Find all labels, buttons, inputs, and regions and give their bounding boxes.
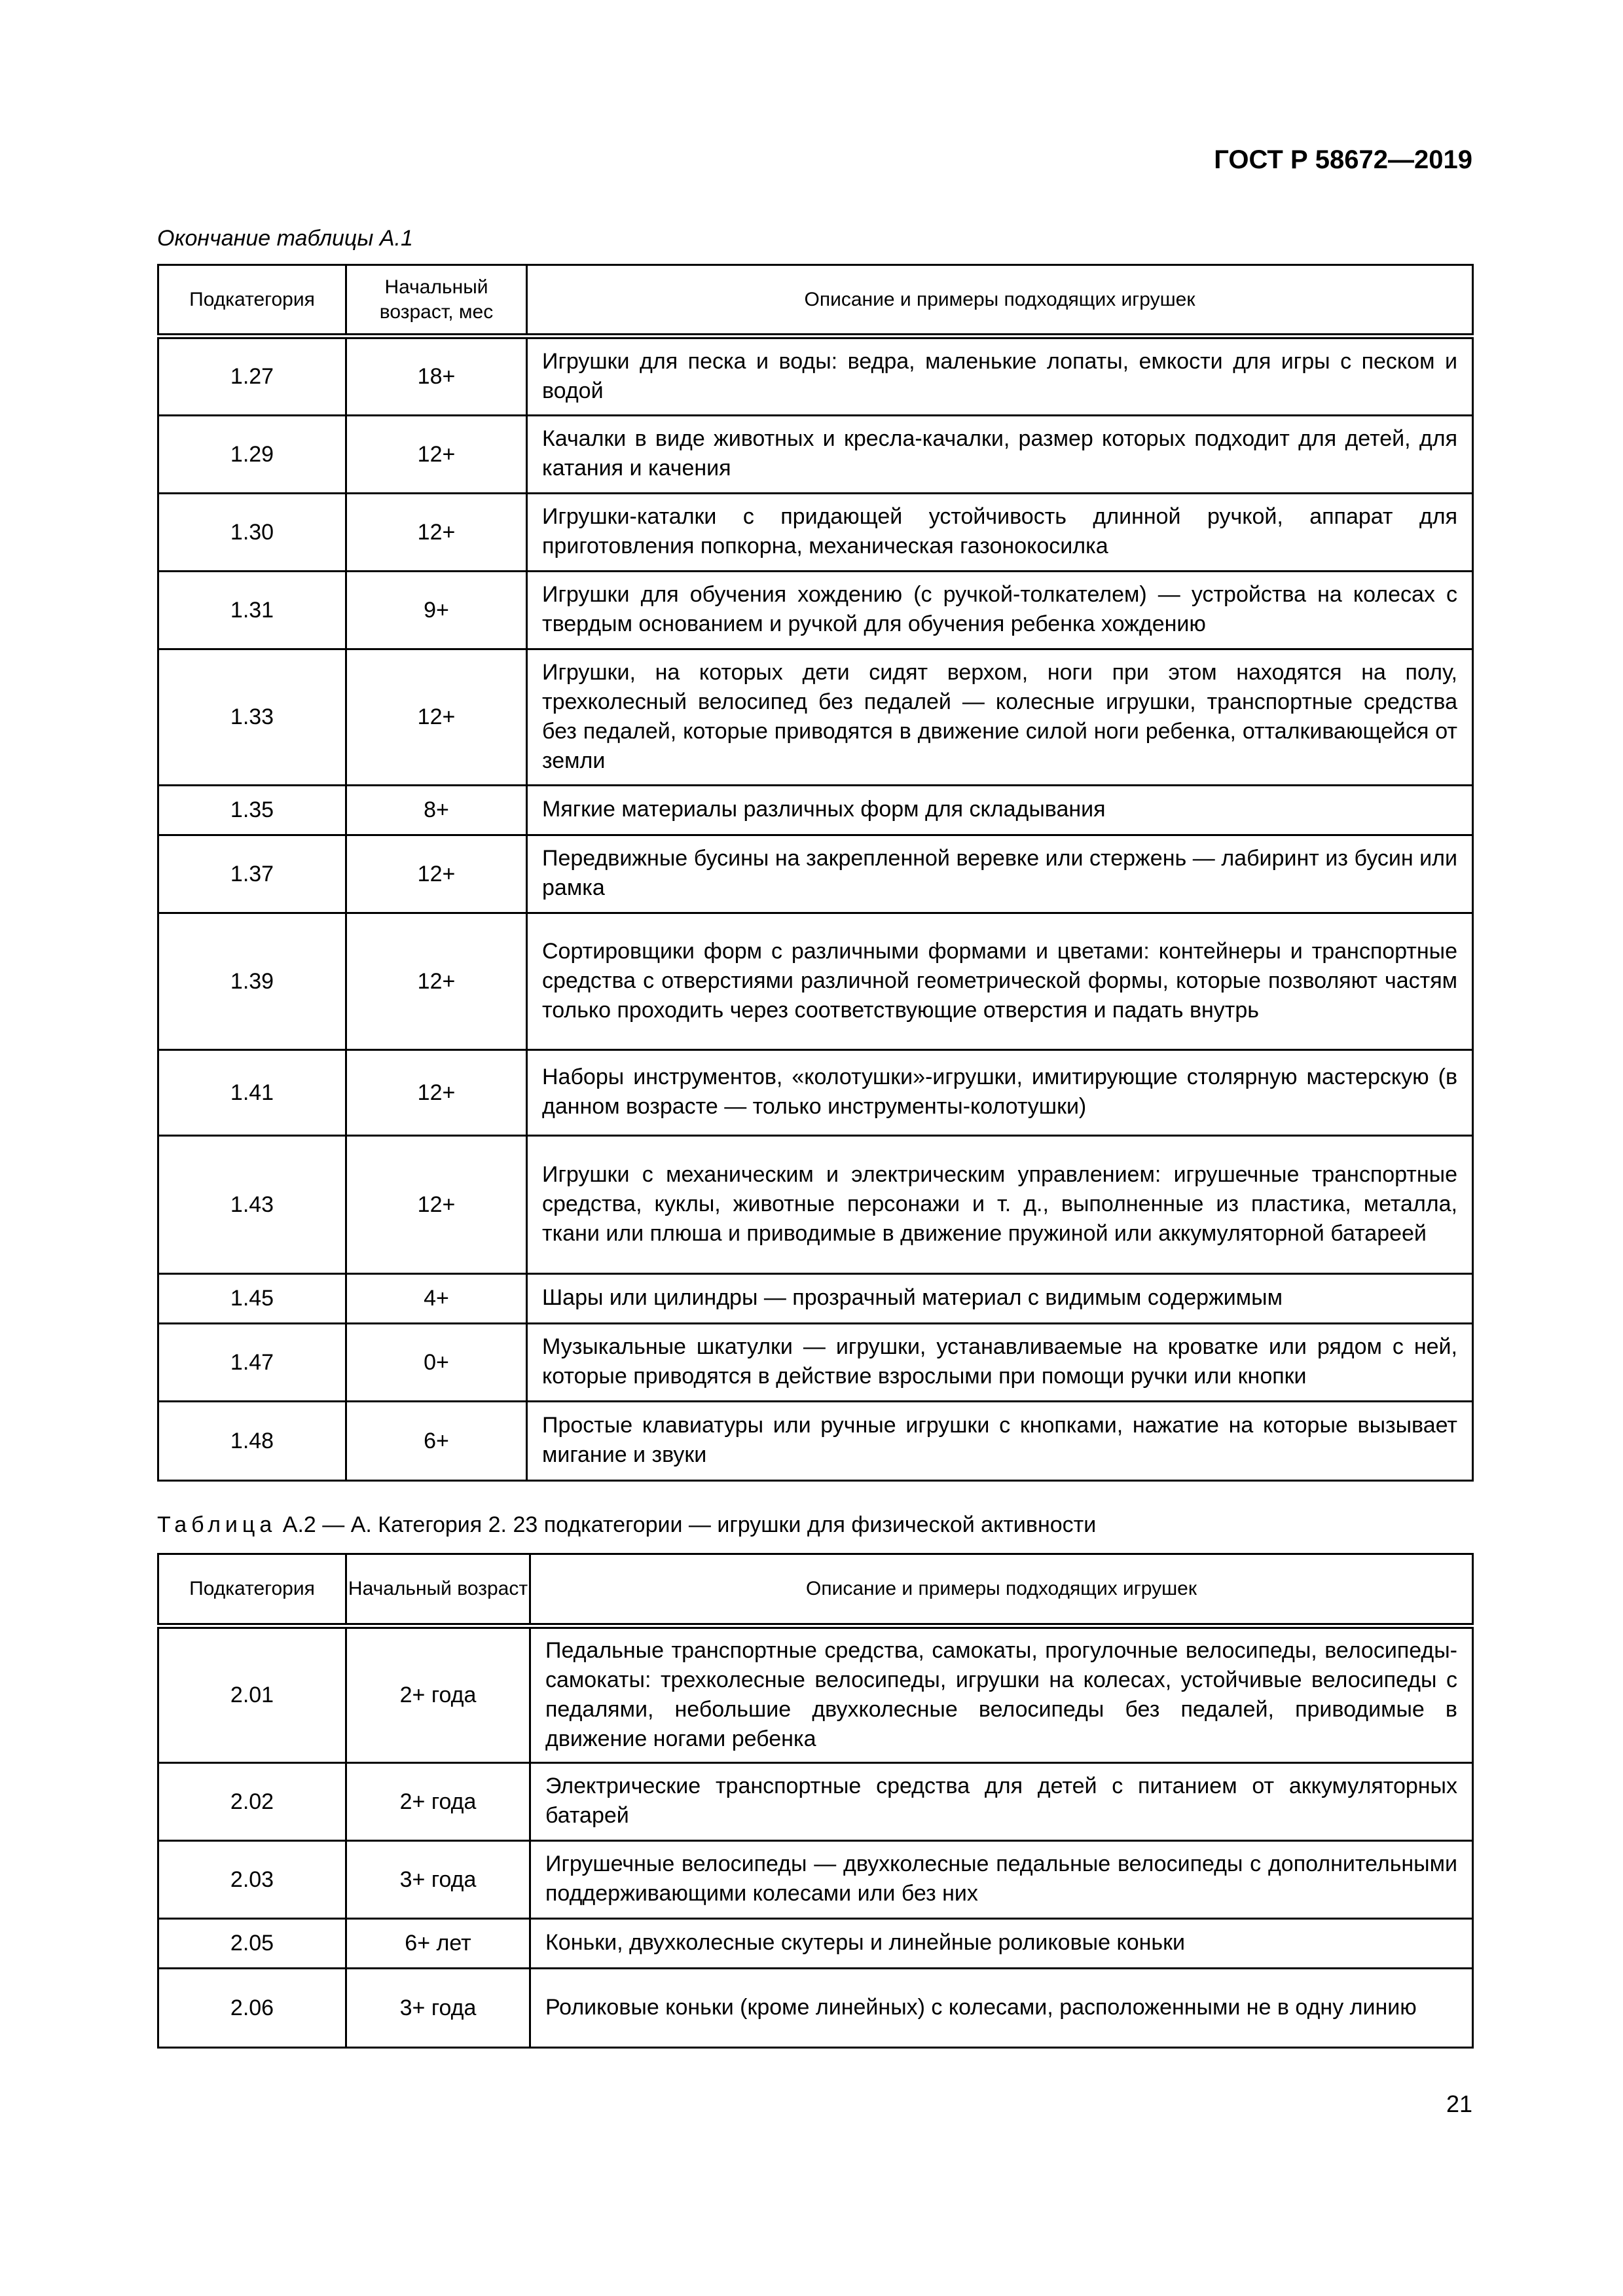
subcategory-cell: 1.30: [158, 494, 346, 572]
description-cell: Музыкальные шкатулки — игрушки, устанавливаемые на кроватке или рядом с ней, которые приводятся в действие взрослыми при помощи ручки или кнопки: [527, 1324, 1473, 1402]
age-cell: 12+: [346, 494, 527, 572]
table2: [157, 1553, 1474, 2049]
subcategory-cell: 1.45: [158, 1274, 346, 1324]
table-row: [158, 1969, 1473, 2048]
description-cell: Игрушки для песка и воды: ведра, маленькие лопаты, емкости для игры с песком и водой: [527, 337, 1473, 416]
description-cell: Простые клавиатуры или ручные игрушки с кнопками, нажатие на которые вызывает мигание и звуки: [527, 1402, 1473, 1481]
subcategory-cell: 1.31: [158, 572, 346, 649]
table-row: [158, 649, 1473, 786]
table1-caption: Окончание таблицы А.1: [157, 226, 413, 251]
table-row: [158, 1324, 1473, 1402]
table-row: [158, 786, 1473, 835]
description-cell: Роликовые коньки (кроме линейных) с колесами, расположенными не в одну линию: [530, 1969, 1473, 2048]
subcategory-cell: 1.47: [158, 1324, 346, 1402]
age-cell: 2+ года: [346, 1626, 530, 1763]
age-cell: 2+ года: [346, 1763, 530, 1841]
subcategory-cell: 1.37: [158, 835, 346, 913]
table-row: [158, 913, 1473, 1050]
age-cell: 12+: [346, 416, 527, 494]
description-cell: Мягкие материалы различных форм для складывания: [527, 786, 1473, 835]
table1: [157, 264, 1474, 1482]
age-cell: 3+ года: [346, 1969, 530, 2048]
description-cell: Сортировщики форм с различными формами и цветами: контейнеры и транспортные средства с отверстиями различной геометрической формы, которые позволяют частям только проходить через соответствующие отверстия и падать внутрь: [527, 913, 1473, 1050]
age-cell: 12+: [346, 913, 527, 1050]
description-cell: Педальные транспортные средства, самокаты, прогулочные велосипеды, велосипеды-самокаты: трехколесные велосипеды, игрушки на колесах, устойчивые велосипеды с педалями, небольшие двухколесные велосипеды без педалей, приводимые в движение ногами ребенка: [530, 1626, 1473, 1763]
col-header-description: Описание и примеры подходящих игрушек: [527, 265, 1473, 337]
col-header-description: Описание и примеры подходящих игрушек: [530, 1554, 1473, 1626]
age-cell: 8+: [346, 786, 527, 835]
subcategory-cell: 2.05: [158, 1919, 346, 1969]
description-cell: Игрушечные велосипеды — двухколесные педальные велосипеды с дополнительными поддерживающими колесами или без них: [530, 1841, 1473, 1919]
col-header-subcategory: Подкатегория: [158, 265, 346, 337]
table-row: [158, 1841, 1473, 1919]
description-cell: Шары или цилиндры — прозрачный материал с видимым содержимым: [527, 1274, 1473, 1324]
table-row: [158, 1919, 1473, 1969]
age-cell: 0+: [346, 1324, 527, 1402]
description-cell: Качалки в виде животных и кресла-качалки, размер которых подходит для детей, для катания и качения: [527, 416, 1473, 494]
subcategory-cell: 1.29: [158, 416, 346, 494]
table-row: [158, 1402, 1473, 1481]
table-row: [158, 1136, 1473, 1274]
table-row: [158, 572, 1473, 649]
description-cell: Электрические транспортные средства для детей с питанием от аккумуляторных батарей: [530, 1763, 1473, 1841]
table2-caption: [157, 1512, 1096, 1538]
subcategory-cell: 1.48: [158, 1402, 346, 1481]
age-cell: 9+: [346, 572, 527, 649]
subcategory-cell: 2.01: [158, 1626, 346, 1763]
table-row: [158, 1763, 1473, 1841]
col-header-age: Начальный возраст: [346, 1554, 530, 1626]
table-row: [158, 835, 1473, 913]
standard-number: ГОСТ Р 58672—2019: [1214, 145, 1472, 174]
description-cell: Игрушки-каталки с придающей устойчивость длинной ручкой, аппарат для приготовления попкорна, механическая газонокосилка: [527, 494, 1473, 572]
age-cell: 12+: [346, 649, 527, 786]
description-cell: Игрушки для обучения хождению (с ручкой-толкателем) — устройства на колесах с твердым основанием и ручкой для обучения ребенка хождению: [527, 572, 1473, 649]
table-row: [158, 416, 1473, 494]
age-cell: 18+: [346, 337, 527, 416]
age-cell: 3+ года: [346, 1841, 530, 1919]
description-cell: Игрушки с механическим и электрическим управлением: игрушечные транспортные средства, куклы, животные персонажи и т. д., выполненные из пластика, металла, ткани или плюша и приводимые в движение пружиной или аккумуляторной батареей: [527, 1136, 1473, 1274]
table2-caption-label: Таблица: [157, 1512, 277, 1537]
subcategory-cell: 1.27: [158, 337, 346, 416]
table-row: [158, 337, 1473, 416]
age-cell: 12+: [346, 1050, 527, 1136]
table-row: [158, 1626, 1473, 1763]
age-cell: 12+: [346, 1136, 527, 1274]
age-cell: 6+: [346, 1402, 527, 1481]
age-cell: 4+: [346, 1274, 527, 1324]
table-row: [158, 494, 1473, 572]
table2-caption-text: А.2 — А. Категория 2. 23 подкатегории — игрушки для физической активности: [282, 1512, 1097, 1537]
table-row: [158, 1274, 1473, 1324]
subcategory-cell: 1.33: [158, 649, 346, 786]
subcategory-cell: 1.43: [158, 1136, 346, 1274]
subcategory-cell: 2.02: [158, 1763, 346, 1841]
age-cell: 6+ лет: [346, 1919, 530, 1969]
subcategory-cell: 2.03: [158, 1841, 346, 1919]
description-cell: Передвижные бусины на закрепленной веревке или стержень — лабиринт из бусин или рамка: [527, 835, 1473, 913]
col-header-subcategory: Подкатегория: [158, 1554, 346, 1626]
subcategory-cell: 1.39: [158, 913, 346, 1050]
subcategory-cell: 2.06: [158, 1969, 346, 2048]
subcategory-cell: 1.41: [158, 1050, 346, 1136]
description-cell: Коньки, двухколесные скутеры и линейные роликовые коньки: [530, 1919, 1473, 1969]
age-cell: 12+: [346, 835, 527, 913]
col-header-age: Начальный возраст, мес: [346, 265, 527, 337]
description-cell: Наборы инструментов, «колотушки»-игрушки, имитирующие столярную мастерскую (в данном возрасте — только инструменты-колотушки): [527, 1050, 1473, 1136]
subcategory-cell: 1.35: [158, 786, 346, 835]
description-cell: Игрушки, на которых дети сидят верхом, ноги при этом находятся на полу, трехколесный велосипед без педалей — колесные игрушки, транспортные средства без педалей, которые приводятся в движение силой ноги ребенка, отталкивающейся от земли: [527, 649, 1473, 786]
page-number: 21: [1446, 2090, 1472, 2117]
table-row: [158, 1050, 1473, 1136]
